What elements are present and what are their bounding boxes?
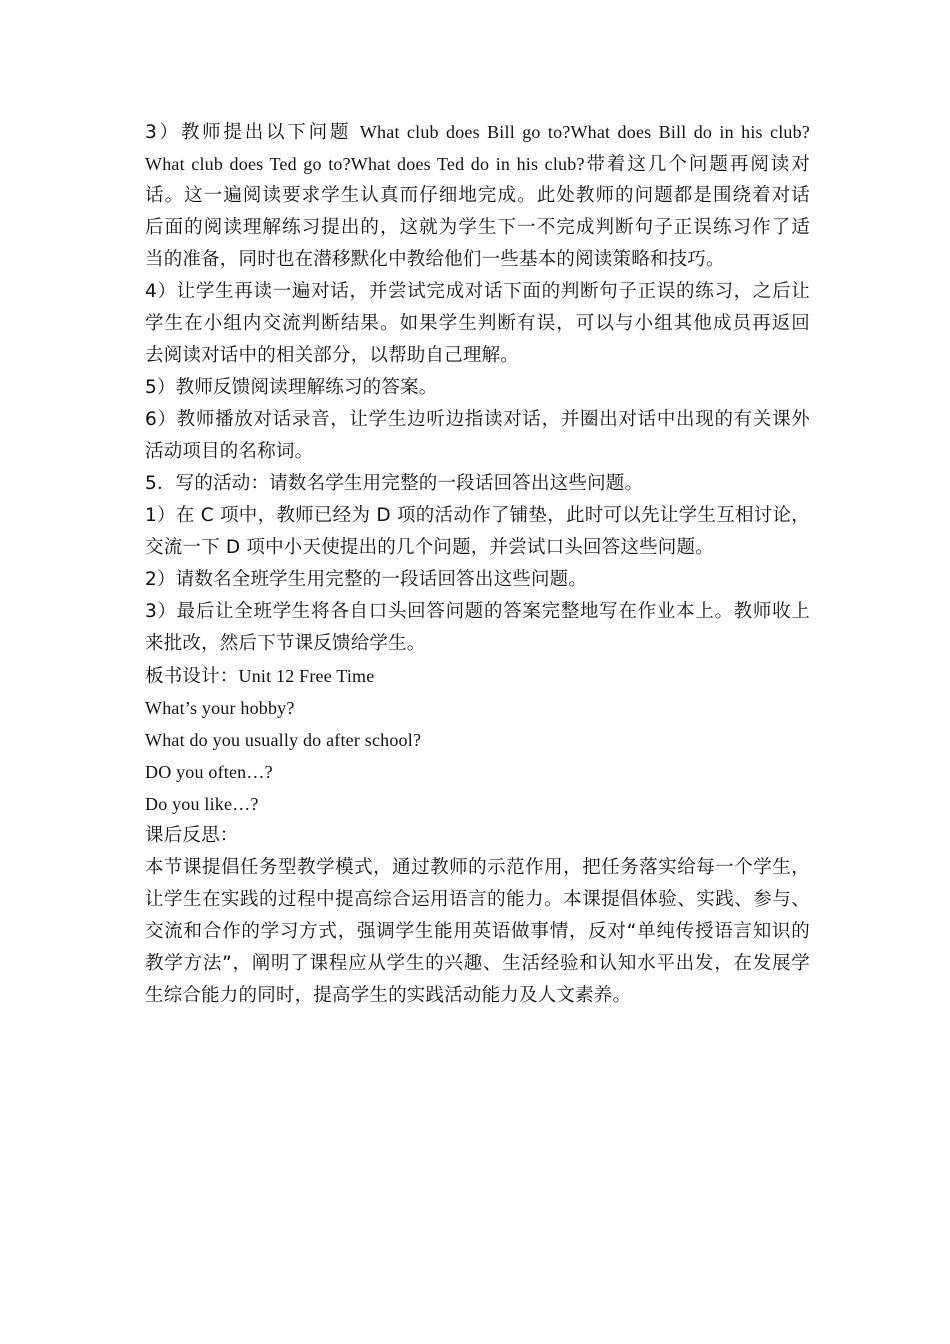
text-line	[145, 436, 810, 468]
text-line	[145, 532, 810, 564]
chinese-text: 来批改，然后下节课反馈给学生。	[145, 633, 426, 654]
text-line	[145, 500, 810, 532]
text-line	[145, 692, 810, 724]
english-text: What’s your hobby?	[145, 698, 295, 718]
text-line	[145, 116, 810, 148]
text-line	[145, 340, 810, 372]
text-line	[145, 468, 810, 500]
english-text: Do you like…?	[145, 794, 259, 814]
text-line	[145, 948, 810, 980]
text-line	[145, 852, 810, 884]
chinese-text: 1）在 C 项中，教师已经为 D 项的活动作了铺垫，此时可以先让学生互相讨论，	[145, 505, 810, 526]
chinese-text: 学生在小组内交流判断结果。如果学生判断有误，可以与小组其他成员再返回	[145, 313, 810, 334]
chinese-text: 4）让学生再读一遍对话，并尝试完成对话下面的判断句子正误的练习，之后让	[145, 281, 810, 302]
chinese-text: 3）最后让全班学生将各自口头回答问题的答案完整地写在作业本上。教师收上	[145, 601, 810, 622]
text-line	[145, 276, 810, 308]
text-line	[145, 404, 810, 436]
chinese-text: 去阅读对话中的相关部分，以帮助自己理解。	[145, 345, 520, 366]
text-line	[145, 724, 810, 756]
chinese-text: 交流一下 D 项中小天使提出的几个问题，并尝试口头回答这些问题。	[145, 537, 714, 558]
english-text: Unit 12 Free Time	[238, 666, 375, 686]
text-line	[145, 308, 810, 340]
text-line	[145, 596, 810, 628]
chinese-text: 本节课提倡任务型教学模式，通过教师的示范作用，把任务落实给每一个学生，	[145, 857, 810, 878]
text-line	[145, 212, 810, 244]
chinese-text: 2）请数名全班学生用完整的一段话回答出这些问题。	[145, 569, 588, 590]
document-page	[145, 116, 810, 1012]
english-text: DO you often…?	[145, 762, 273, 782]
chinese-text: 交流和合作的学习方式，强调学生能用英语做事情，反对“单纯传授语言知识的	[145, 921, 810, 942]
chinese-text: 带着这几个问题再阅读对	[584, 154, 810, 175]
text-line	[145, 980, 810, 1012]
chinese-text: 5．写的活动：请数名学生用完整的一段话回答出这些问题。	[145, 473, 644, 494]
text-line	[145, 916, 810, 948]
chinese-text: 生综合能力的同时，提高学生的实践活动能力及人文素养。	[145, 985, 632, 1006]
text-line	[145, 820, 810, 852]
chinese-text: 3）教师提出以下问题	[145, 122, 360, 143]
text-line	[145, 756, 810, 788]
chinese-text: 后面的阅读理解练习提出的，这就为学生下一不完成判断句子正误练习作了适	[145, 217, 810, 238]
text-line	[145, 180, 810, 212]
text-line	[145, 148, 810, 180]
text-line	[145, 884, 810, 916]
text-line	[145, 628, 810, 660]
chinese-text: 当的准备，同时也在潜移默化中教给他们一些基本的阅读策略和技巧。	[145, 249, 725, 270]
chinese-text: 让学生在实践的过程中提高综合运用语言的能力。本课提倡体验、实践、参与、	[145, 889, 810, 910]
chinese-text: 5）教师反馈阅读理解练习的答案。	[145, 377, 438, 398]
chinese-text: 话。这一遍阅读要求学生认真而仔细地完成。此处教师的问题都是围绕着对话	[145, 185, 810, 206]
text-line	[145, 660, 810, 692]
text-line	[145, 788, 810, 820]
english-text: What club does Bill go to?What does Bill do in his club?	[359, 122, 810, 142]
text-line	[145, 244, 810, 276]
chinese-text: 课后反思：	[145, 825, 239, 846]
chinese-text: 活动项目的名称词。	[145, 441, 314, 462]
chinese-text: 6）教师播放对话录音，让学生边听边指读对话，并圈出对话中出现的有关课外	[145, 409, 810, 430]
english-text: What club does Ted go to?What does Ted do in his club?	[145, 154, 585, 174]
chinese-text: 教学方法”，阐明了课程应从学生的兴趣、生活经验和认知水平出发，在发展学	[145, 953, 810, 974]
text-line	[145, 564, 810, 596]
chinese-text: 板书设计：	[145, 666, 239, 687]
text-line	[145, 372, 810, 404]
english-text: What do you usually do after school?	[145, 730, 422, 750]
